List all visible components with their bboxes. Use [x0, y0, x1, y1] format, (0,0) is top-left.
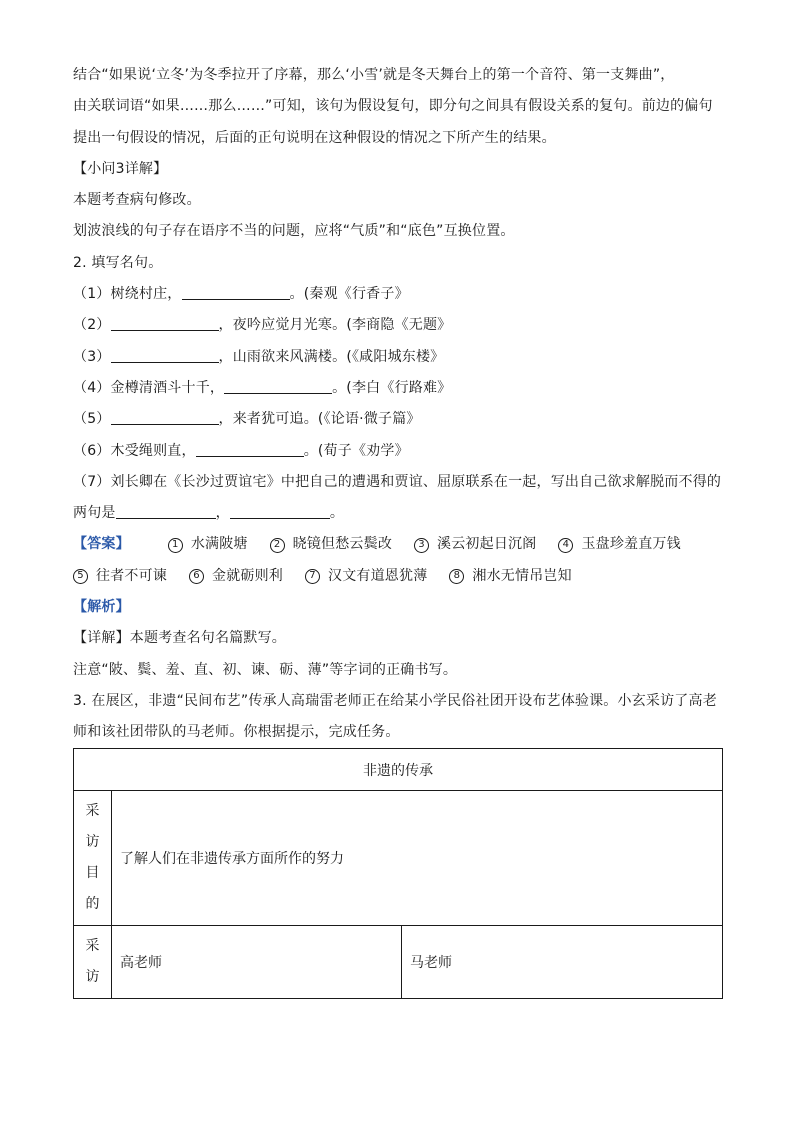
- answer-text: 往者不可谏: [96, 567, 167, 584]
- answer-blank[interactable]: [116, 501, 216, 519]
- row-label-purpose: [74, 791, 112, 926]
- circled-number: 5: [73, 569, 88, 584]
- answer-blank[interactable]: [111, 345, 219, 363]
- fill-item-source: 。(秦观《行香子》: [289, 286, 409, 303]
- circled-number: 1: [168, 538, 183, 553]
- fill-item-prefix: （3）: [73, 348, 111, 365]
- text-line: 由关联词语“如果……那么……”可知，该句为假设复句，即分句之间具有假设关系的复句。前边的偏句: [73, 98, 713, 115]
- label-char: 访: [85, 834, 100, 850]
- fill-item-prefix: （6）木受绳则直，: [73, 442, 196, 459]
- label-char: 目: [85, 865, 100, 881]
- fill-item-1: [73, 279, 723, 310]
- answer-item: [168, 529, 248, 560]
- answer-text: 溪云初起日沉阁: [437, 536, 537, 553]
- text-line: 划波浪线的句子存在语序不当的问题，应将“气质”和“底色”互换位置。: [73, 223, 515, 240]
- answer-blank[interactable]: [111, 407, 219, 425]
- fill-item-source: ，来者犹可追。(《论语·微子篇》: [218, 411, 421, 428]
- answer-blank[interactable]: [182, 282, 290, 300]
- text-line: 提出一句假设的情况，后面的正句说明在这种假设的情况之下所产生的结果。: [73, 129, 556, 146]
- period: 。: [329, 505, 345, 522]
- circled-number: 6: [189, 569, 204, 584]
- answer-blank[interactable]: [224, 376, 332, 394]
- fill-item-prefix: （2）: [73, 317, 111, 334]
- label-char: 的: [85, 896, 100, 912]
- fill-item-prefix: （4）金樽清酒斗十千，: [73, 379, 225, 396]
- answer-label: 【答案】: [73, 536, 130, 553]
- fill-item-source: 。(李白《行路难》: [332, 379, 452, 396]
- fill-item-source: 。(荀子《劝学》: [303, 442, 409, 459]
- text-line: 结合“如果说‘立冬’为冬季拉开了序幕，那么‘小雪’就是冬天舞台上的第一个音符、第一支舞曲”，: [73, 67, 675, 83]
- fill-item-3: [73, 342, 723, 373]
- analysis-label: 【解析】: [73, 599, 130, 616]
- teacher-gao-cell: 高老师: [112, 926, 402, 999]
- fill-item-source: ，山雨欲来风满楼。(《咸阳城东楼》: [218, 348, 445, 365]
- answer-blank[interactable]: [230, 501, 330, 519]
- answer-row-2: [73, 561, 723, 592]
- fill-item-7: （7）刘长卿在《长沙过贾谊宅》中把自己的遭遇和贾谊、屈原联系在一起，写出自己欲求解脱而不得的: [73, 473, 722, 490]
- answer-item: [189, 561, 283, 592]
- fill-item-7-continued: [73, 498, 723, 529]
- answer-item: [305, 561, 427, 592]
- fill-item-prefix: 两句是: [73, 505, 116, 522]
- question-3-line-2: 师和该社团带队的马老师。你根据提示，完成任务。: [73, 724, 400, 741]
- answer-item: [558, 529, 680, 560]
- answer-text: 晓镜但愁云鬓改: [292, 536, 393, 553]
- fill-item-2: [73, 310, 723, 341]
- answer-text: 水满陂塘: [190, 536, 248, 553]
- row-label-interview: [74, 926, 112, 999]
- question-2-title: 2. 填写名句。: [73, 254, 163, 271]
- analysis-note: 注意“陂、鬓、羞、直、初、谏、砺、薄”等字词的正确书写。: [73, 661, 458, 678]
- text-line: 本题考查病句修改。: [73, 192, 201, 209]
- fill-item-prefix: （1）树绕村庄，: [73, 286, 182, 303]
- document-body: [73, 60, 723, 749]
- analysis-detail: 【详解】本题考查名句名篇默写。: [73, 630, 286, 647]
- answer-row-1: [73, 529, 723, 560]
- subquestion-heading: 【小问3详解】: [73, 160, 168, 177]
- table-title: 非遗的传承: [74, 749, 723, 791]
- fill-item-5: [73, 404, 723, 435]
- fill-item-prefix: （5）: [73, 411, 111, 428]
- circled-number: 2: [270, 538, 285, 553]
- fill-item-4: [73, 373, 723, 404]
- answer-item: [73, 561, 167, 592]
- answer-blank[interactable]: [111, 313, 219, 331]
- separator: ，: [215, 505, 230, 522]
- circled-number: 7: [305, 569, 320, 584]
- circled-number: 8: [449, 569, 464, 584]
- fill-item-source: ，夜吟应觉月光寒。(李商隐《无题》: [218, 317, 452, 334]
- circled-number: 3: [414, 538, 429, 553]
- answer-text: 金就砺则利: [212, 567, 283, 584]
- answer-text: 汉文有道恩犹薄: [328, 567, 428, 584]
- label-char: 访: [85, 969, 100, 985]
- answer-item: [414, 529, 536, 560]
- answer-text: 湘水无情吊岂知: [472, 567, 572, 584]
- circled-number: 4: [558, 538, 573, 553]
- answer-item: [270, 529, 392, 560]
- answer-blank[interactable]: [196, 439, 304, 457]
- label-char: 采: [85, 803, 100, 819]
- purpose-text: 了解人们在非遗传承方面所作的努力: [112, 791, 723, 926]
- interview-table: [73, 748, 723, 999]
- answer-item: [449, 561, 571, 592]
- answer-text: 玉盘珍羞直万钱: [581, 536, 681, 553]
- question-3-line-1: 3. 在展区，非遗“民间布艺”传承人高瑞雷老师正在给某小学民俗社团开设布艺体验课。小玄采访了高老: [73, 692, 717, 709]
- label-char: 采: [85, 938, 100, 954]
- fill-item-6: [73, 436, 723, 467]
- teacher-ma-cell: 马老师: [402, 926, 723, 999]
